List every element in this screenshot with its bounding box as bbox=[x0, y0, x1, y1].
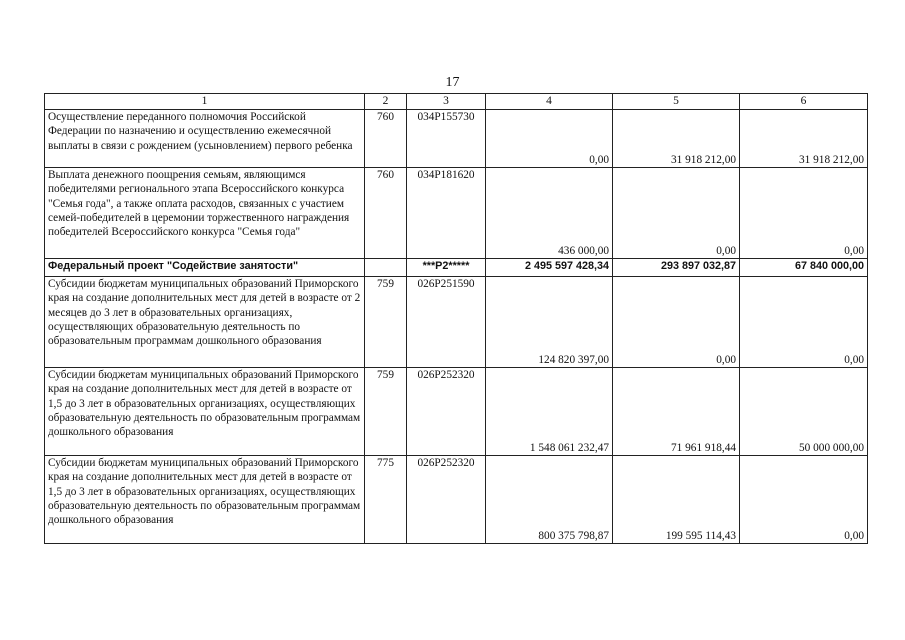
row-amount-cell: 436 000,00 bbox=[486, 168, 613, 259]
row-amount-cell: 800 375 798,87 bbox=[486, 456, 613, 544]
row-amount-cell: 67 840 000,00 bbox=[740, 259, 868, 277]
row-amount-cell: 0,00 bbox=[613, 277, 740, 368]
row-amount-cell: 1 548 061 232,47 bbox=[486, 368, 613, 456]
table-row bbox=[45, 368, 868, 456]
row-code-cell: 760 bbox=[365, 168, 407, 259]
table-row bbox=[45, 168, 868, 259]
column-header: 6 bbox=[740, 94, 868, 110]
row-code-cell: 775 bbox=[365, 456, 407, 544]
row-amount-cell: 0,00 bbox=[740, 168, 868, 259]
row-amount-cell: 124 820 397,00 bbox=[486, 277, 613, 368]
page-number: 17 bbox=[445, 75, 460, 90]
row-amount-cell: 199 595 114,43 bbox=[613, 456, 740, 544]
row-classifier-cell: 026P252320 bbox=[407, 368, 486, 456]
row-amount-cell: 0,00 bbox=[740, 456, 868, 544]
row-amount-cell: 31 918 212,00 bbox=[740, 110, 868, 168]
row-name-cell: Федеральный проект "Содействие занятости" bbox=[45, 259, 365, 277]
row-code-cell bbox=[365, 259, 407, 277]
row-code-cell: 759 bbox=[365, 368, 407, 456]
column-header: 3 bbox=[407, 94, 486, 110]
row-name-cell: Осуществление переданного полномочия Российской Федерации по назначению и осуществлению ежемесячной выплаты в связи с рождением (усыновлением) первого ребенка bbox=[45, 110, 365, 168]
table-row bbox=[45, 456, 868, 544]
row-amount-cell: 0,00 bbox=[740, 277, 868, 368]
table-row-section bbox=[45, 259, 868, 277]
column-header: 4 bbox=[486, 94, 613, 110]
row-amount-cell: 293 897 032,87 bbox=[613, 259, 740, 277]
row-name-cell: Субсидии бюджетам муниципальных образований Приморского края на создание дополнительных мест для детей в возрасте от 2 месяцев до 3 лет в образовательных организациях, осуществляющих образовательную деятельность по образовательным программам дошкольного образования bbox=[45, 277, 365, 368]
row-classifier-cell: ***P2***** bbox=[407, 259, 486, 277]
table-row bbox=[45, 110, 868, 168]
column-header: 5 bbox=[613, 94, 740, 110]
row-name-cell: Выплата денежного поощрения семьям, являющимся победителями регионального этапа Всероссийского конкурса "Семья года", а также оплата расходов, связанных с участием семей-победителей в церемонии торжественного награждения победителей Всероссийского конкурса "Семья года" bbox=[45, 168, 365, 259]
row-code-cell: 759 bbox=[365, 277, 407, 368]
row-classifier-cell: 026P251590 bbox=[407, 277, 486, 368]
column-header: 1 bbox=[45, 94, 365, 110]
row-classifier-cell: 026P252320 bbox=[407, 456, 486, 544]
row-classifier-cell: 034P181620 bbox=[407, 168, 486, 259]
row-classifier-cell: 034P155730 bbox=[407, 110, 486, 168]
budget-table bbox=[44, 93, 868, 544]
row-amount-cell: 71 961 918,44 bbox=[613, 368, 740, 456]
row-amount-cell: 0,00 bbox=[613, 168, 740, 259]
row-amount-cell: 2 495 597 428,34 bbox=[486, 259, 613, 277]
row-name-cell: Субсидии бюджетам муниципальных образований Приморского края на создание дополнительных мест для детей в возрасте от 1,5 до 3 лет в образовательных организациях, осуществляющих образовательную деятельность по образовательным программам дошкольного образования bbox=[45, 456, 365, 544]
row-code-cell: 760 bbox=[365, 110, 407, 168]
row-amount-cell: 31 918 212,00 bbox=[613, 110, 740, 168]
row-amount-cell: 0,00 bbox=[486, 110, 613, 168]
row-amount-cell: 50 000 000,00 bbox=[740, 368, 868, 456]
row-name-cell: Субсидии бюджетам муниципальных образований Приморского края на создание дополнительных мест для детей в возрасте от 1,5 до 3 лет в образовательных организациях, осуществляющих образовательную деятельность по образовательным программам дошкольного образования bbox=[45, 368, 365, 456]
table-header-row bbox=[45, 94, 868, 110]
column-header: 2 bbox=[365, 94, 407, 110]
table-row bbox=[45, 277, 868, 368]
